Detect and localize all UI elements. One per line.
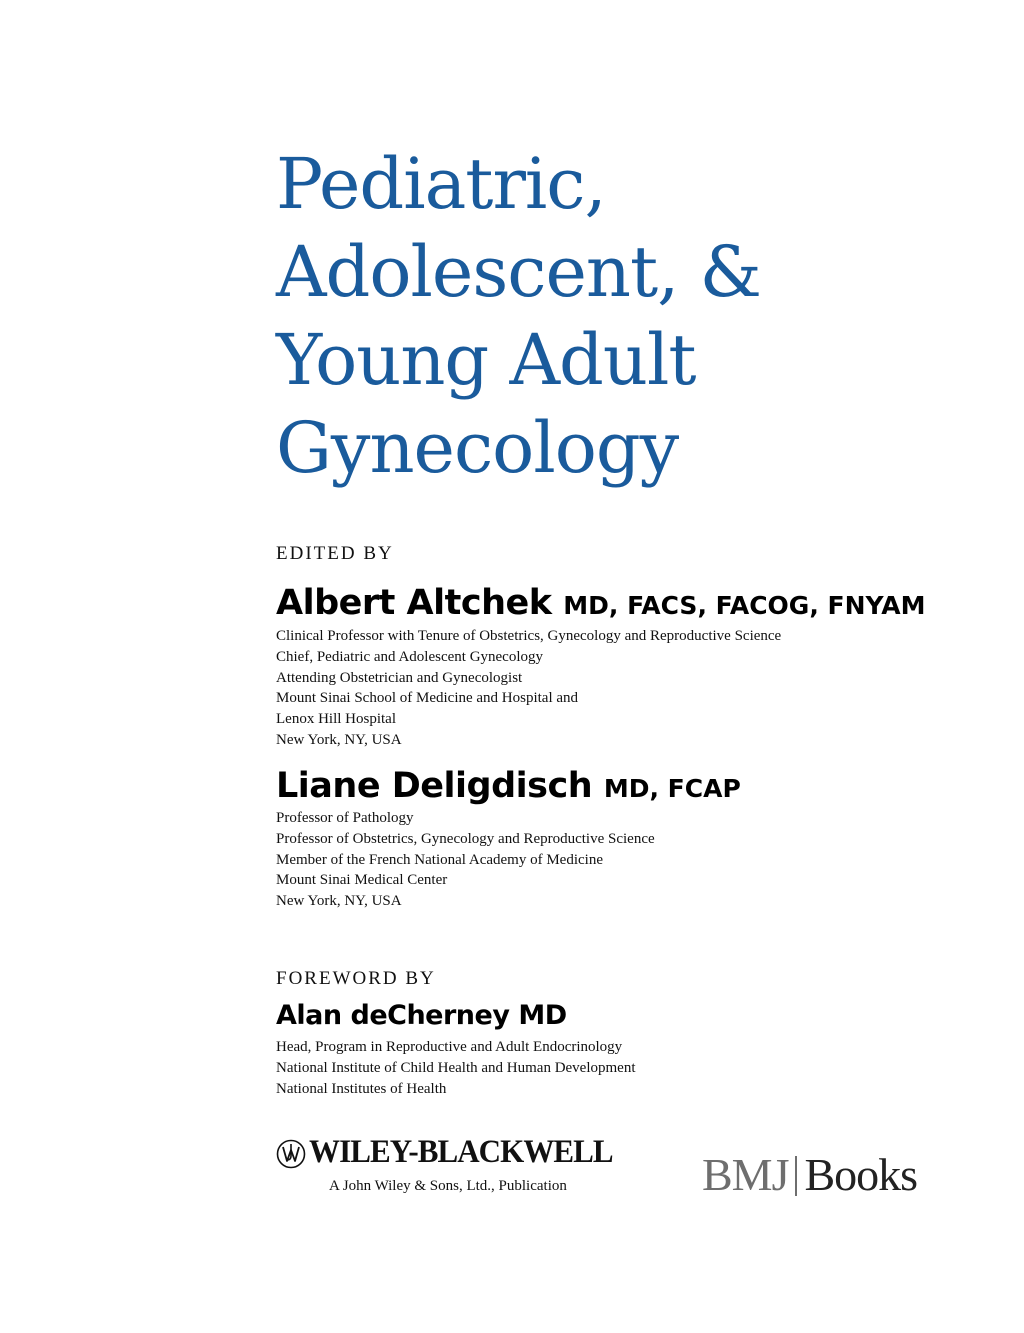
editor-2-name [276, 766, 741, 806]
book-title-line-1: Pediatric, [276, 143, 606, 225]
editor-1-credentials: MD, FACS, FACOG, FNYAM [563, 591, 926, 620]
wiley-blackwell-wordmark: WILEY-BLACKWELL [309, 1134, 613, 1170]
editor-2-credentials: MD, FCAP [603, 774, 741, 803]
book-title [276, 140, 761, 492]
bmj-divider [795, 1156, 797, 1196]
foreword-author-name: Alan deCherney MD [276, 1000, 567, 1031]
editor-1-name [276, 583, 925, 623]
affiliation-line: National Institutes of Health [276, 1080, 447, 1097]
wiley-tagline: A John Wiley & Sons, Ltd., Publication [329, 1178, 567, 1194]
book-title-line-2: Adolescent, & [276, 231, 761, 313]
bmj-wordmark: BMJ [702, 1149, 789, 1200]
editor-2-affiliations [276, 808, 655, 912]
book-title-line-3: Young Adult [276, 319, 696, 401]
books-wordmark: Books [804, 1149, 918, 1200]
affiliation-line: Professor of Obstetrics, Gynecology and Reproductive Science [276, 830, 655, 847]
affiliation-line: Mount Sinai Medical Center [276, 872, 448, 889]
book-title-line-4: Gynecology [276, 407, 679, 489]
affiliation-line: Clinical Professor with Tenure of Obstetrics, Gynecology and Reproductive Science [276, 628, 782, 644]
affiliation-line: New York, NY, USA [276, 893, 402, 910]
foreword-author-affiliations [276, 1037, 636, 1099]
affiliation-line: Member of the French National Academy of Medicine [276, 851, 603, 868]
editor-1-name-text: Albert Altchek [276, 583, 552, 623]
affiliation-line: National Institute of Child Health and Human Development [276, 1059, 636, 1076]
affiliation-line: Mount Sinai School of Medicine and Hospital and [276, 690, 579, 707]
editor-2-name-text: Liane Deligdisch [276, 766, 593, 806]
editor-1-affiliations [276, 626, 781, 751]
bmj-books-logo [702, 1148, 917, 1208]
edited-by-label: EDITED BY [276, 543, 394, 564]
affiliation-line: Chief, Pediatric and Adolescent Gynecology [276, 648, 544, 665]
affiliation-line: Head, Program in Reproductive and Adult Endocrinology [276, 1039, 623, 1055]
affiliation-line: Lenox Hill Hospital [276, 711, 396, 728]
affiliation-line: New York, NY, USA [276, 731, 402, 748]
foreword-by-label: FOREWORD BY [276, 968, 436, 989]
affiliation-line: Professor of Pathology [276, 810, 414, 826]
wiley-blackwell-logo [276, 1136, 626, 1200]
wiley-jw-emblem-icon [276, 1139, 306, 1169]
affiliation-line: Attending Obstetrician and Gynecologist [276, 669, 523, 686]
